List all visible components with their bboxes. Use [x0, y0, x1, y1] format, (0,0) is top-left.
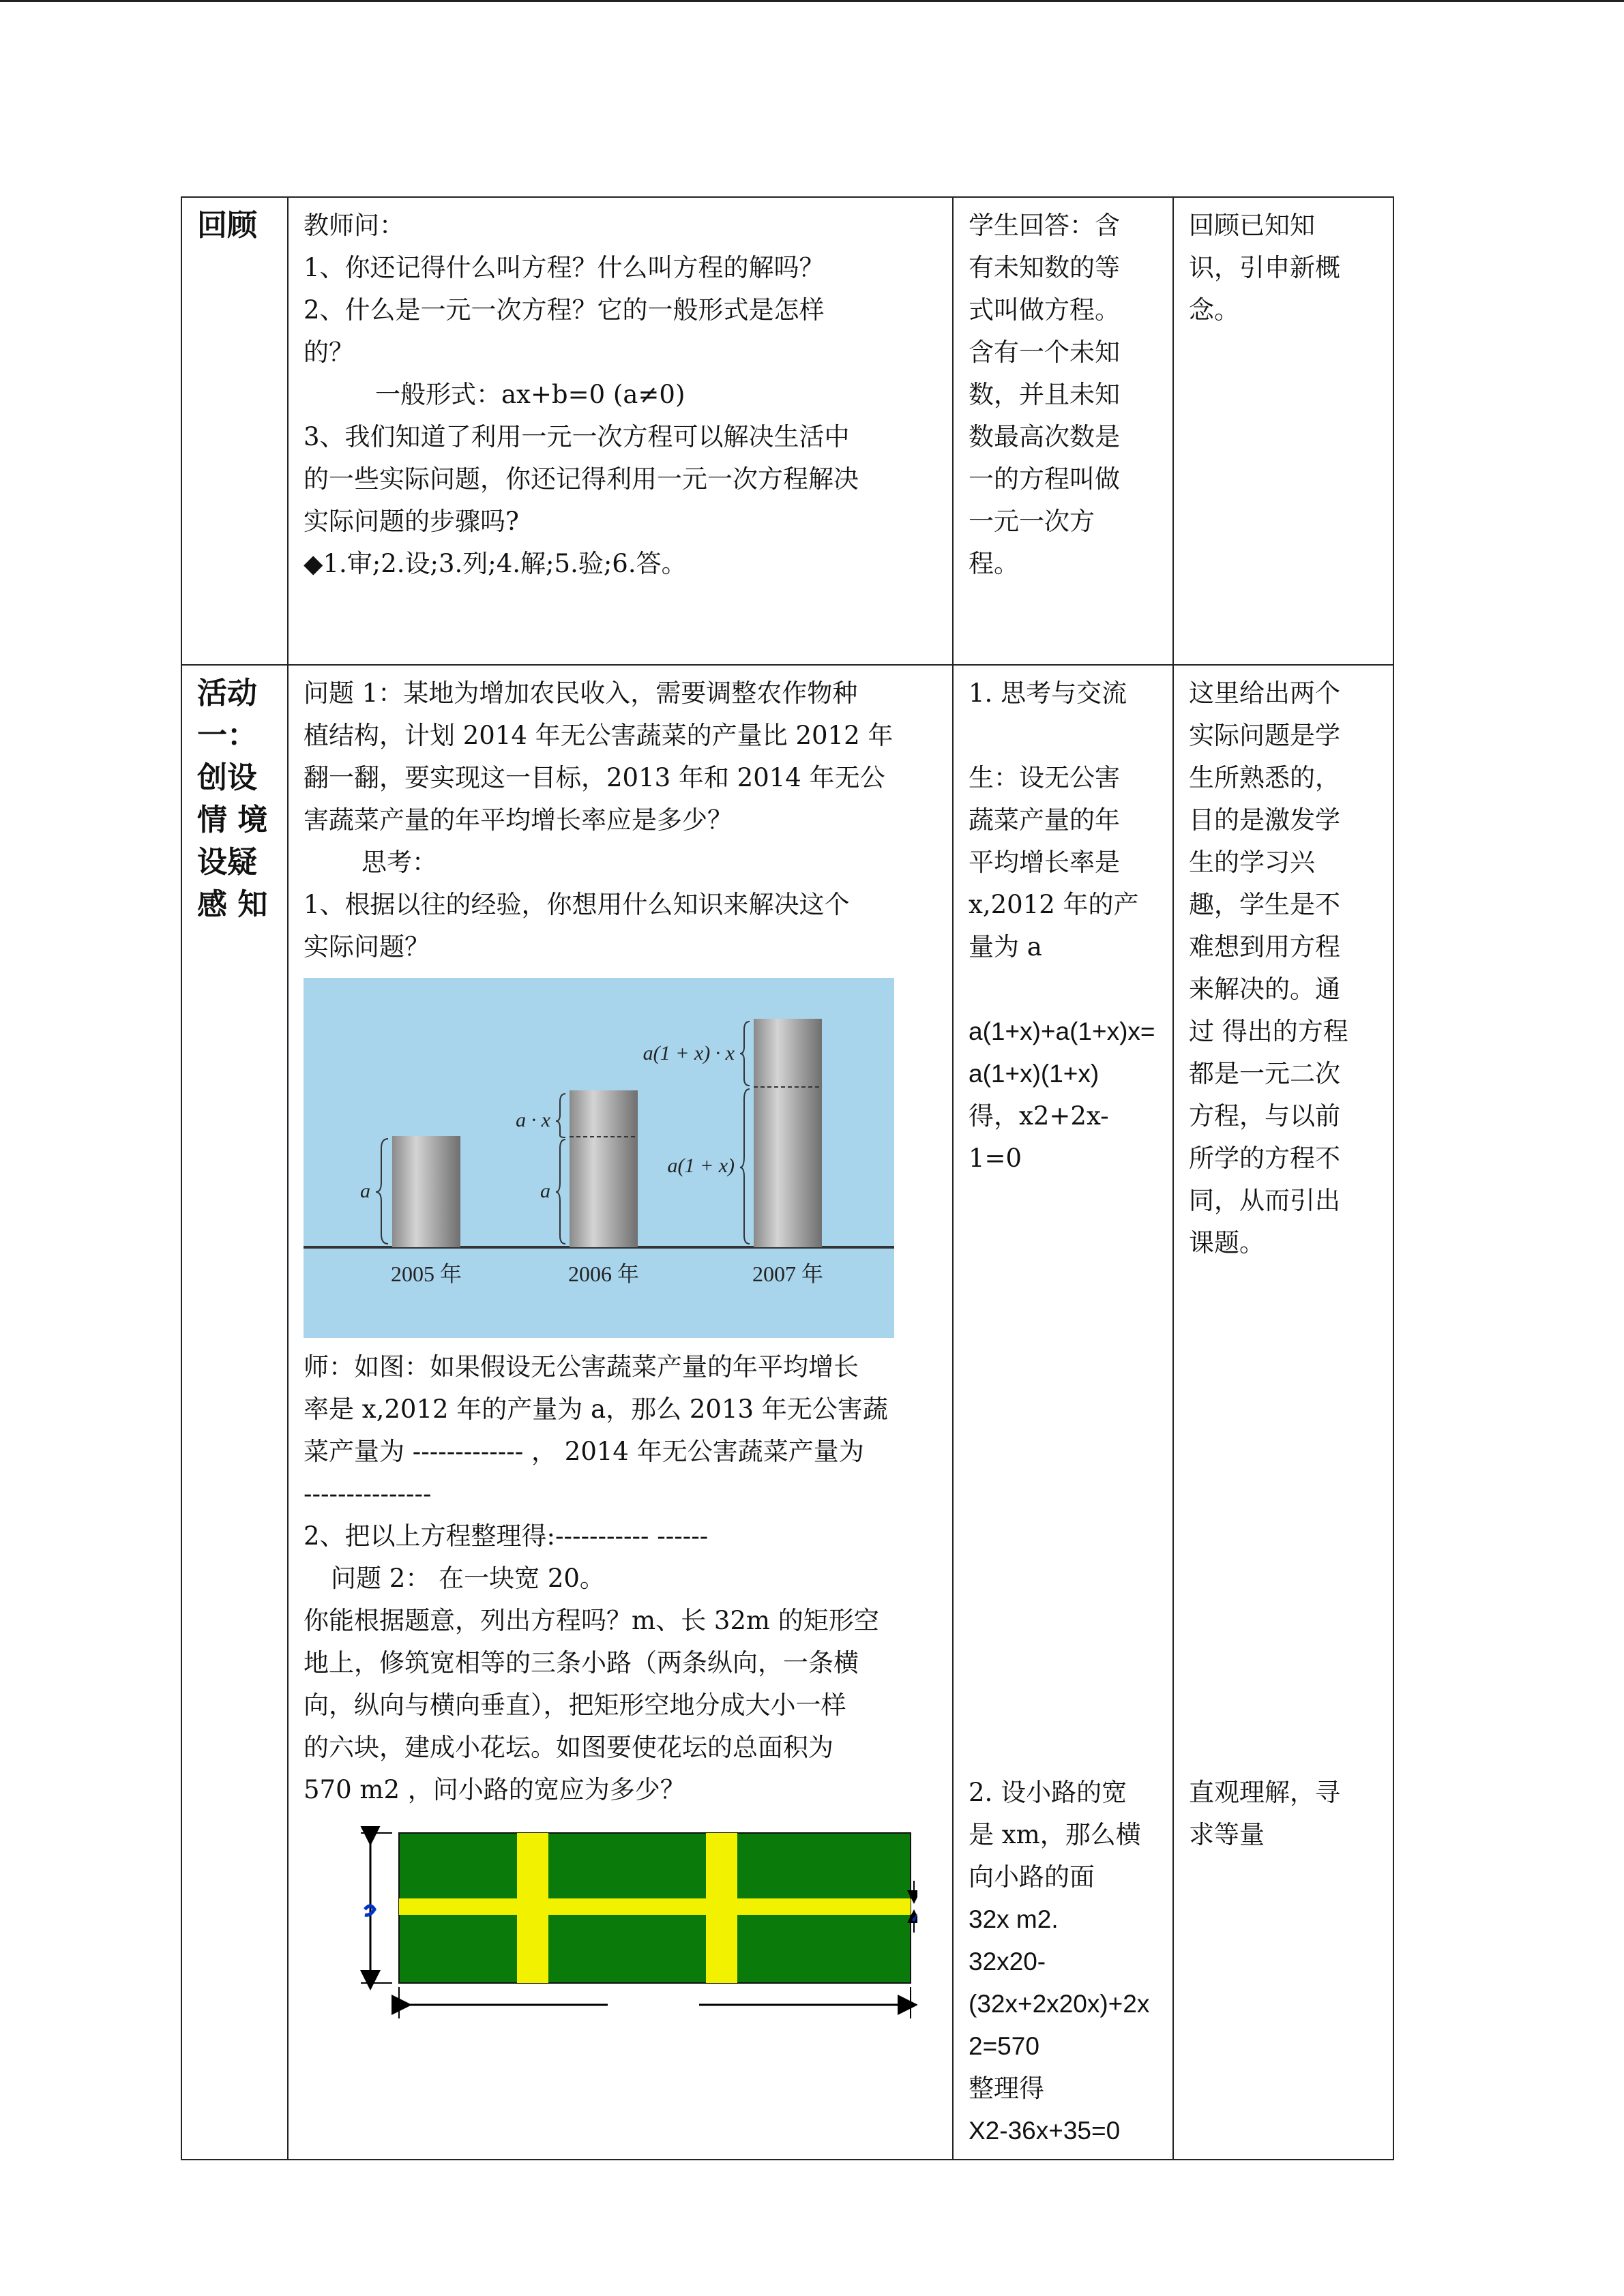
intent-line: 都是一元二次: [1189, 1059, 1340, 1088]
page-top-border: [0, 0, 1624, 2]
activity-heading-line: 创设: [197, 760, 257, 795]
student-equation-line: 得，x2+2x-1=0: [969, 1101, 1109, 1173]
review-intent-cell: [1173, 197, 1393, 665]
activity-heading-line: 一：: [197, 718, 257, 753]
review-heading-cell: [181, 197, 288, 665]
student-line: 一元一次方: [969, 507, 1095, 536]
student-line: 式叫做方程。: [969, 295, 1120, 325]
problem1-line: 问题 1：某地为增加农民收入，需要调整农作物种: [304, 679, 858, 708]
student-equation-line: 32x m2.: [969, 1905, 1059, 1933]
path-width-mark: [912, 1913, 917, 1922]
review-teacher-cell: [288, 197, 953, 665]
vertical-path-right: [706, 1833, 737, 1983]
intent-line: 来解决的。通: [1189, 974, 1340, 1004]
problem2-line: 你能根据题意，列出方程吗？m、长 32m 的矩形空: [304, 1606, 879, 1635]
review-student-cell: [953, 197, 1173, 665]
problem1-line: 翻一翻，要实现这一目标，2013 年和 2014 年无公: [304, 763, 885, 792]
year-label: 2007 年: [752, 1262, 824, 1286]
student-line: x,2012 年的产: [969, 890, 1139, 919]
intent-line: 难想到用方程: [1189, 932, 1340, 961]
garden-paths-figure: [358, 1826, 917, 2031]
student-line: 数最高次数是: [969, 422, 1120, 451]
activity-intent-cell: [1173, 665, 1393, 2160]
student-line: 程。: [969, 549, 1019, 578]
problem2-line: 向，纵向与横向垂直），把矩形空地分成大小一样: [304, 1690, 846, 1720]
teacher-line: 的一些实际问题，你还记得利用一元一次方程解决: [304, 464, 859, 494]
intent-line: 念。: [1189, 295, 1239, 325]
problem2-line: 570 m2 ，问小路的宽应为多少？: [304, 1775, 685, 1804]
activity-heading-line: 活动: [197, 676, 257, 711]
label-a1x-x: a(1 + x) · x: [643, 1042, 735, 1064]
label-a1x: a(1 + x): [667, 1154, 735, 1177]
problem2-line: 问题 2： 在一块宽 20。: [331, 1564, 605, 1593]
student-equation-line: a(1+x)(1+x): [969, 1060, 1099, 1088]
student-line: 向小路的面: [969, 1862, 1095, 1892]
teacher-line: 2、把以上方程整理得:----------- ------: [304, 1521, 709, 1551]
problem2-line: 地上，修筑宽相等的三条小路（两条纵向，一条横: [304, 1648, 859, 1678]
label-a-2005: a: [360, 1180, 370, 1202]
problem1-line: 实际问题？: [304, 932, 430, 961]
activity-heading-line: 情 境: [197, 803, 268, 837]
student-line: 学生回答：含: [969, 211, 1120, 240]
student-equation-line: 2=570: [969, 2032, 1039, 2060]
student-equation-line: 32x20-: [969, 1948, 1046, 1976]
intent-line: 回顾已知知: [1189, 211, 1315, 240]
brace-2007-top: [740, 1022, 750, 1086]
student-line: 整理得: [969, 2074, 1044, 2103]
teacher-line: ---------------: [304, 1479, 432, 1508]
intent-line: 趣，学生是不: [1189, 890, 1340, 919]
year-label: 2005 年: [390, 1262, 462, 1286]
brace-2007-bottom: [740, 1089, 750, 1244]
student-equation-line: X2-36x+35=0: [969, 2117, 1121, 2145]
teacher-line: 实际问题的步骤吗?: [304, 507, 519, 536]
table-row-activity-one: [181, 665, 1393, 2160]
teacher-line: 的？: [304, 338, 354, 367]
table-row-review: [181, 197, 1393, 665]
intent-line: 生的学习兴: [1189, 848, 1315, 877]
intent-line: 生所熟悉的，: [1189, 763, 1340, 792]
cylinders-svg: [304, 978, 894, 1338]
intent-line: 识，引申新概: [1189, 253, 1340, 282]
teacher-line: 师：如图：如果假设无公害蔬菜产量的年平均增长: [304, 1352, 859, 1382]
student-line: 2. 设小路的宽: [969, 1778, 1127, 1807]
cylinder-2005: [392, 1136, 460, 1247]
vertical-path-left: [517, 1833, 548, 1983]
student-line: 有未知数的等: [969, 253, 1120, 282]
growth-cylinders-figure: [304, 978, 894, 1338]
intent-line: 目的是激发学: [1189, 805, 1340, 835]
horizontal-path: [399, 1898, 911, 1915]
intent-line: 所学的方程不: [1189, 1144, 1340, 1173]
teacher-line: 菜产量为 ------------- ， 2014 年无公害蔬菜产量为: [304, 1437, 864, 1466]
student-line: 是 xm，那么横: [969, 1820, 1141, 1849]
student-equation-line: (32x+2x20x)+2x: [969, 1990, 1150, 2018]
student-equation-line: a(1+x)+a(1+x)x=: [969, 1017, 1155, 1045]
student-line: 一的方程叫做: [969, 464, 1120, 494]
problem1-line: 植结构，计划 2014 年无公害蔬菜的产量比 2012 年: [304, 721, 894, 750]
intent-line: 过 得出的方程: [1189, 1017, 1348, 1046]
label-a-2006: a: [540, 1180, 550, 1202]
intent-line: 课题。: [1189, 1228, 1265, 1257]
teacher-line: 1、你还记得什么叫方程？什么叫方程的解吗？: [304, 253, 825, 282]
intent-line: 这里给出两个: [1189, 679, 1340, 708]
intent-line: 求等量: [1189, 1820, 1265, 1849]
student-line: 平均增长率是: [969, 848, 1120, 877]
teacher-line: 率是 x,2012 年的产量为 a，那么 2013 年无公害蔬: [304, 1395, 888, 1424]
intent-line: 同，从而引出: [1189, 1186, 1340, 1215]
problem1-line: 思考：: [361, 848, 437, 877]
year-label: 2006 年: [567, 1262, 640, 1286]
activity-heading-line: 感 知: [197, 887, 268, 922]
problem1-line: 1、根据以往的经验，你想用什么知识来解决这个: [304, 890, 850, 919]
intent-line: 直观理解，寻: [1189, 1778, 1340, 1807]
brace-2006-top: [556, 1094, 565, 1137]
teacher-line: ◆1.审;2.设;3.列;4.解;5.验;6.答。: [304, 549, 687, 578]
brace-2006-bottom: [556, 1139, 565, 1244]
cylinder-2007: [754, 1019, 822, 1247]
problem1-line: 害蔬菜产量的年平均增长率应是多少？: [304, 805, 733, 835]
cylinder-2006: [570, 1090, 638, 1247]
student-line: 蔬菜产量的年: [969, 805, 1120, 835]
teacher-line: 2、什么是一元一次方程？它的一般形式是怎样: [304, 295, 825, 325]
activity-student-cell: [953, 665, 1173, 2160]
activity-heading-cell: [181, 665, 288, 2160]
activity-content-cell: [288, 665, 953, 2160]
garden-svg: [358, 1826, 917, 2031]
activity-heading-line: 设疑: [197, 845, 257, 880]
student-line: 1. 思考与交流: [969, 679, 1127, 708]
student-line: 数，并且未知: [969, 380, 1120, 409]
problem2-line: 的六块，建成小花坛。如图要使花坛的总面积为: [304, 1733, 833, 1762]
teacher-line: 一般形式：ax+b=0 (a≠0): [375, 380, 685, 409]
teacher-line: 3、我们知道了利用一元一次方程可以解决生活中: [304, 422, 850, 451]
student-line: 含有一个未知: [969, 338, 1120, 367]
intent-line: 方程，与以前: [1189, 1101, 1340, 1131]
review-heading: 回顾: [197, 208, 257, 243]
student-line: 生：设无公害: [969, 763, 1120, 792]
intent-line: 实际问题是学: [1189, 721, 1340, 750]
label-a-x: a · x: [516, 1109, 550, 1131]
lesson-plan-table: [181, 196, 1394, 2160]
teacher-line: 教师问：: [304, 211, 404, 240]
student-line: 量为 a: [969, 932, 1042, 961]
brace-2005: [376, 1139, 388, 1244]
